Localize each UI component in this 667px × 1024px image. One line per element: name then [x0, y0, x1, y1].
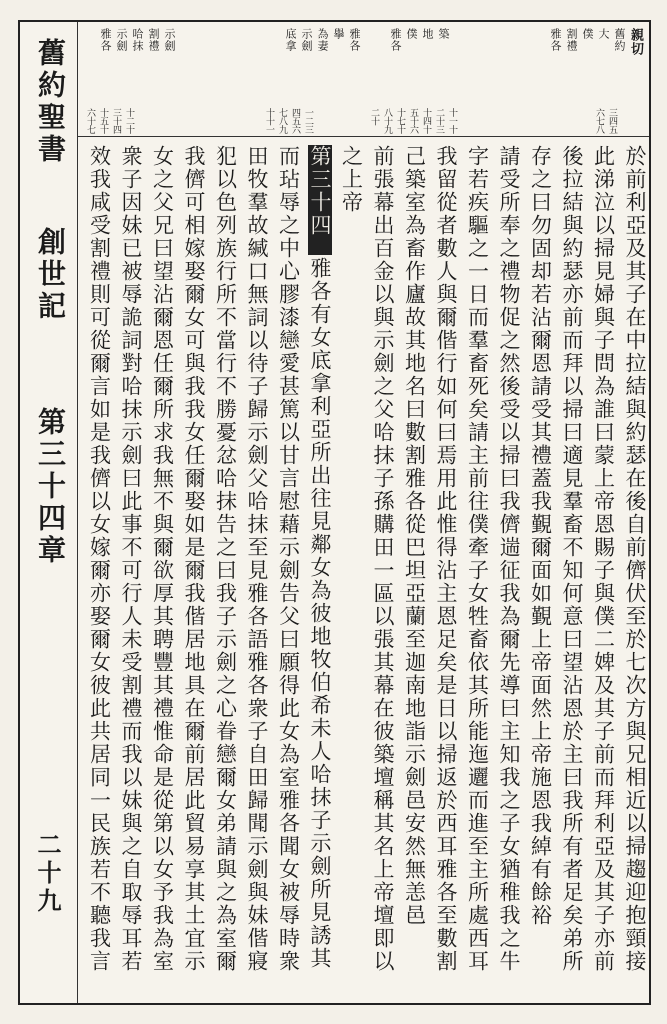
- text-body: [78, 137, 649, 1003]
- gloss-term: 僕: [581, 28, 594, 40]
- gloss-term: 地: [421, 28, 434, 40]
- text-column: 我儕可相嫁娶爾女可與我我女任爾娶如是爾我偕居地具在爾前居此貿易享其土宜示: [182, 145, 206, 973]
- text-column: 前張幕出百金以與示劍之父哈抹子孫購田一區以張其幕在彼築壇稱其名上帝壇即以: [371, 145, 395, 973]
- book-volume: 創世記: [34, 227, 67, 323]
- gloss-term: 為妻: [316, 28, 329, 52]
- text-column: 後拉結與約瑟亦前而拜以掃曰適見羣畜不知何意曰望沾恩於主曰我所有者足矣弟所: [560, 145, 584, 973]
- gloss-mid1-numbers: 十一十二十三十四十五十六十七十八十九二十: [369, 108, 457, 134]
- gloss-left-numbers: 十二十三十四十五十六十七: [85, 108, 134, 134]
- gloss-right-numbers: 三四五六七八: [594, 108, 617, 134]
- text-column: 而玷辱之中心膠漆戀愛甚篤以甘言慰藉示劍告父曰願得此女為室雅各聞女被辱時衆: [276, 145, 301, 973]
- text-column: 己築室為畜作廬故其地名曰數割雅各從巴坦亞蘭至迦南地詣示劍邑安然無恙邑: [402, 145, 427, 927]
- text-column: 田牧羣故緘口無詞以待子歸示劍父哈抹至見雅各語雅各衆子自田歸聞示劍與妹偕寢: [245, 145, 269, 973]
- gloss-term: 大: [597, 28, 610, 40]
- text-column: 字若疾驅之一日而羣畜死矣請主前往僕牽子女牲畜依其所能迤邐而進至主所處西耳: [465, 145, 490, 973]
- gloss-term: 雅各: [389, 28, 402, 52]
- gloss-term: 築: [437, 28, 450, 40]
- text-column: 雅各有女底拿利亞所出往見鄰女為彼地牧伯希未人哈抹子示劍所見誘其: [308, 257, 332, 970]
- text-column: 請受所奉之禮物促之然後受以掃曰我儕遄征我為爾先導曰主知我之子女猶稚我之牛: [497, 145, 521, 973]
- book-title: 舊約聖書: [34, 38, 67, 166]
- book-page: [18, 20, 651, 1005]
- corner-label: 親切: [628, 28, 643, 56]
- gloss-term: 僕: [405, 28, 418, 40]
- gloss-mid2-numbers: 一二三四五六七八九十十一: [264, 108, 313, 134]
- text-column: 效我咸受割禮則可從爾言如是我儕以女嫁爾亦娶爾女彼此共居同一民族若不聽我言: [87, 145, 112, 973]
- gloss-term: 割禮: [147, 28, 160, 52]
- gloss-term: 哈抹: [131, 28, 144, 52]
- text-column: 此涕泣以掃見婦與子問為誰曰蒙上帝恩賜子與僕二婢及其子前而拜利亞及其子亦前: [591, 145, 616, 973]
- gloss-term: 示劍: [115, 28, 128, 52]
- gloss-term: 雅各: [348, 28, 361, 52]
- gloss-term: 雅各: [549, 28, 562, 52]
- gloss-header: [78, 22, 649, 137]
- text-column: 衆子因妹已被辱詭詞對哈抹示劍曰此事不可行人未受割禮而我以妹與之自取辱耳若: [119, 145, 143, 973]
- text-column: 存之曰勿固却若沾爾恩請受其禮蓋我覲爾面如覲上帝面然上帝施恩我綽有餘裕: [528, 145, 553, 927]
- page-number: 二十九: [33, 832, 62, 916]
- gloss-term: 舊約: [613, 28, 626, 52]
- chapter-label: 第三十四章: [34, 407, 67, 567]
- margin-title-column: [20, 22, 78, 1003]
- gloss-term: 擧: [332, 28, 345, 40]
- gloss-term: 雅各: [99, 28, 112, 52]
- gloss-term: 示劍: [300, 28, 313, 52]
- text-column: 我留從者數人與爾偕行如何曰焉用此惟得沾主恩足矣是日以掃返於西耳雅各至數割: [434, 145, 458, 973]
- text-column: 於前利亞及其子在中拉結與約瑟在後自前儕伏至於七次方與兄相近以掃趨迎抱頸接: [623, 145, 647, 973]
- text-column: 之上帝: [339, 145, 364, 214]
- gloss-term: 示劍: [163, 28, 176, 52]
- chapter-marker: 第三十四: [308, 145, 332, 255]
- text-column: 犯以色列族行所不當行不勝憂忿哈抹告之曰我子示劍之心眷戀爾女弟請與之為室爾: [213, 145, 238, 973]
- text-column: 女之父兄曰望沾爾恩任爾所求我無不與爾欲厚其聘豐其禮惟命是從第以女予我為室: [150, 145, 175, 973]
- gloss-term: 割禮: [565, 28, 578, 52]
- gloss-term: 底拿: [284, 28, 297, 52]
